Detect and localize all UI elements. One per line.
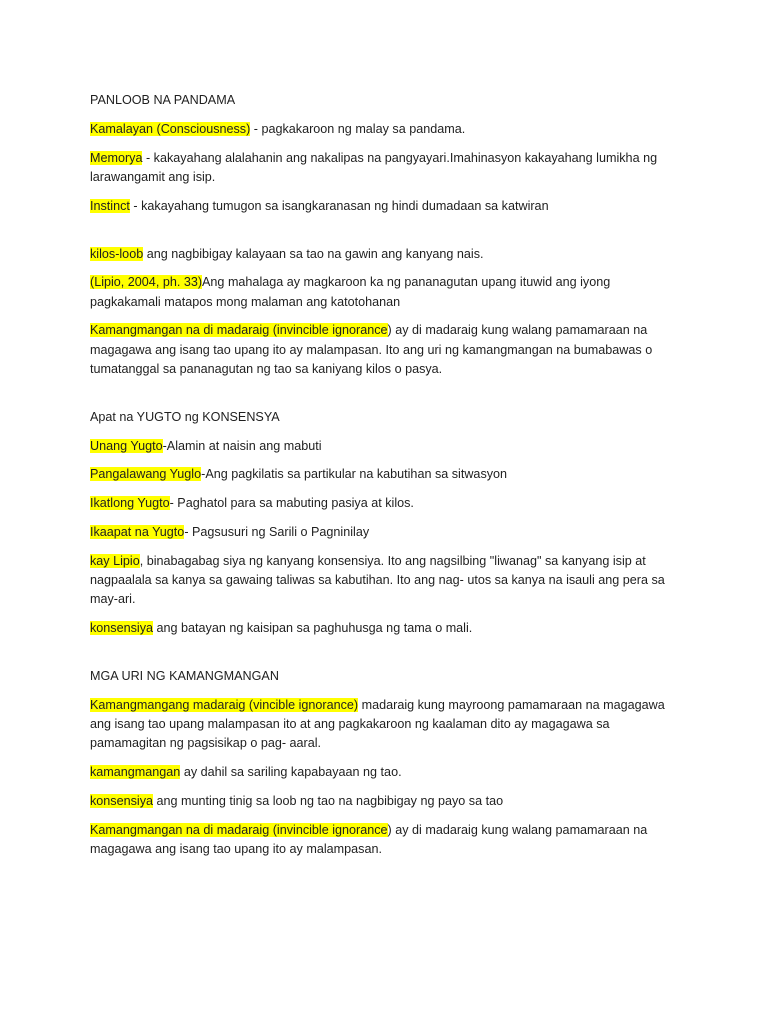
definition-text: - kakayahang alalahanin ang nakalipas na pangyayari.Imahinasyon kakayahang lumikha ng larawangamit ang isip. [90, 150, 658, 184]
definition-text: ang munting tinig sa loob ng tao na nagbibigay ng payo sa tao [153, 793, 504, 808]
definition-text: - pagkakaroon ng malay sa pandama. [250, 121, 466, 136]
highlighted-term: (Lipio, 2004, ph. 33) [90, 275, 203, 290]
definition-kamalayan [90, 120, 675, 139]
document-body [90, 91, 675, 869]
highlighted-term: Kamangmangang madaraig (vincible ignorance) [90, 697, 359, 712]
section-heading-kamangmangan: MGA URI NG KAMANGMANGAN [90, 668, 279, 683]
definition-kilos-loob [90, 245, 675, 264]
definition-ikaapat-yugto [90, 523, 675, 542]
definition-text: Ang mahalaga ay magkaroon ka ng pananagutan upang ituwid ang iyong pagkakamali matapos mong malaman ang katotohanan [90, 275, 611, 309]
highlighted-term: konsensiya [90, 793, 154, 808]
highlighted-term: kay Lipio [90, 553, 140, 568]
definition-memorya [90, 149, 675, 187]
definition-text: - Paghatol para sa mabuting pasiya at kilos. [169, 496, 414, 511]
highlighted-term: Kamalayan (Consciousness) [90, 121, 251, 136]
highlighted-term: kilos-loob [90, 246, 144, 261]
definition-instinct [90, 197, 675, 216]
section-heading-panloob: PANLOOB NA PANDAMA [90, 93, 236, 107]
highlighted-term: Kamangmangan na di madaraig (invincible ignorance [90, 323, 388, 338]
definition-text: , binabagabag siya ng kanyang konsensiya. Ito ang nagsilbing "liwanag" sa kanyang isip at nagpaalala sa kanya sa gawaing taliwas sa kabutihan. Ito ang nag- utos sa kanya na isauli ang pera sa may-ari. [90, 553, 665, 607]
definition-vincible-ignorance [90, 696, 675, 754]
definition-invincible-ignorance [90, 321, 675, 379]
definition-text: - kakayahang tumugon sa isangkaranasan ng hindi dumadaan sa katwiran [129, 198, 549, 213]
highlighted-term: Ikaapat na Yugto [90, 524, 185, 539]
definition-konsensiya [90, 619, 675, 638]
highlighted-term: Unang Yugto [90, 438, 163, 453]
highlighted-term: kamangmangan [90, 764, 181, 779]
highlighted-term: Instinct [90, 198, 130, 213]
highlighted-term: konsensiya [90, 620, 154, 635]
definition-pangalawang-yugto [90, 465, 675, 484]
definition-konsensiya-tinig [90, 792, 675, 811]
definition-ikatlong-yugto [90, 494, 675, 513]
definition-kay-lipio [90, 552, 675, 610]
definition-text: ang batayan ng kaisipan sa paghuhusga ng tama o mali. [153, 620, 473, 635]
citation-lipio [90, 273, 675, 311]
definition-text: -Alamin at naisin ang mabuti [162, 438, 322, 453]
highlighted-term: Memorya [90, 150, 143, 165]
definition-text: madaraig kung mayroong pamamaraan na magagawa ang isang tao upang malampasan ito at ang pagkakaroon ng kaalaman dito ay magagawa sa pamamagitan ng pagsisikap o pag- aaral. [90, 697, 665, 751]
section-heading-yugto: Apat na YUGTO ng KONSENSYA [90, 409, 280, 424]
blank-line [90, 225, 675, 244]
highlighted-term: Pangalawang Yuglo [90, 467, 202, 482]
definition-kamangmangan [90, 763, 675, 782]
definition-text: ) ay di madaraig kung walang pamamaraan na magagawa ang isang tao upang ito ay malampasan. Ito ang uri ng kamangmangan na bumabawas o tumatanggal sa pananagutan ng tao sa kaniyang kilos o pasya. [90, 323, 653, 376]
blank-line [90, 648, 675, 667]
definition-invincible-ignorance-2 [90, 821, 675, 859]
definition-text: ang nagbibigay kalayaan sa tao na gawin ang kanyang nais. [143, 246, 484, 261]
highlighted-term: Kamangmangan na di madaraig (invincible ignorance [90, 822, 388, 837]
definition-text: - Pagsusuri ng Sarili o Pagninilay [184, 524, 370, 539]
definition-text: -Ang pagkilatis sa partikular na kabutihan sa sitwasyon [201, 467, 508, 482]
definition-text: ay dahil sa sariling kapabayaan ng tao. [180, 764, 402, 779]
blank-line [90, 389, 675, 408]
highlighted-term: Ikatlong Yugto [90, 496, 170, 511]
definition-unang-yugto [90, 437, 675, 456]
definition-text: ) ay di madaraig kung walang pamamaraan na magagawa ang isang tao upang ito ay malampasan. [90, 822, 648, 856]
